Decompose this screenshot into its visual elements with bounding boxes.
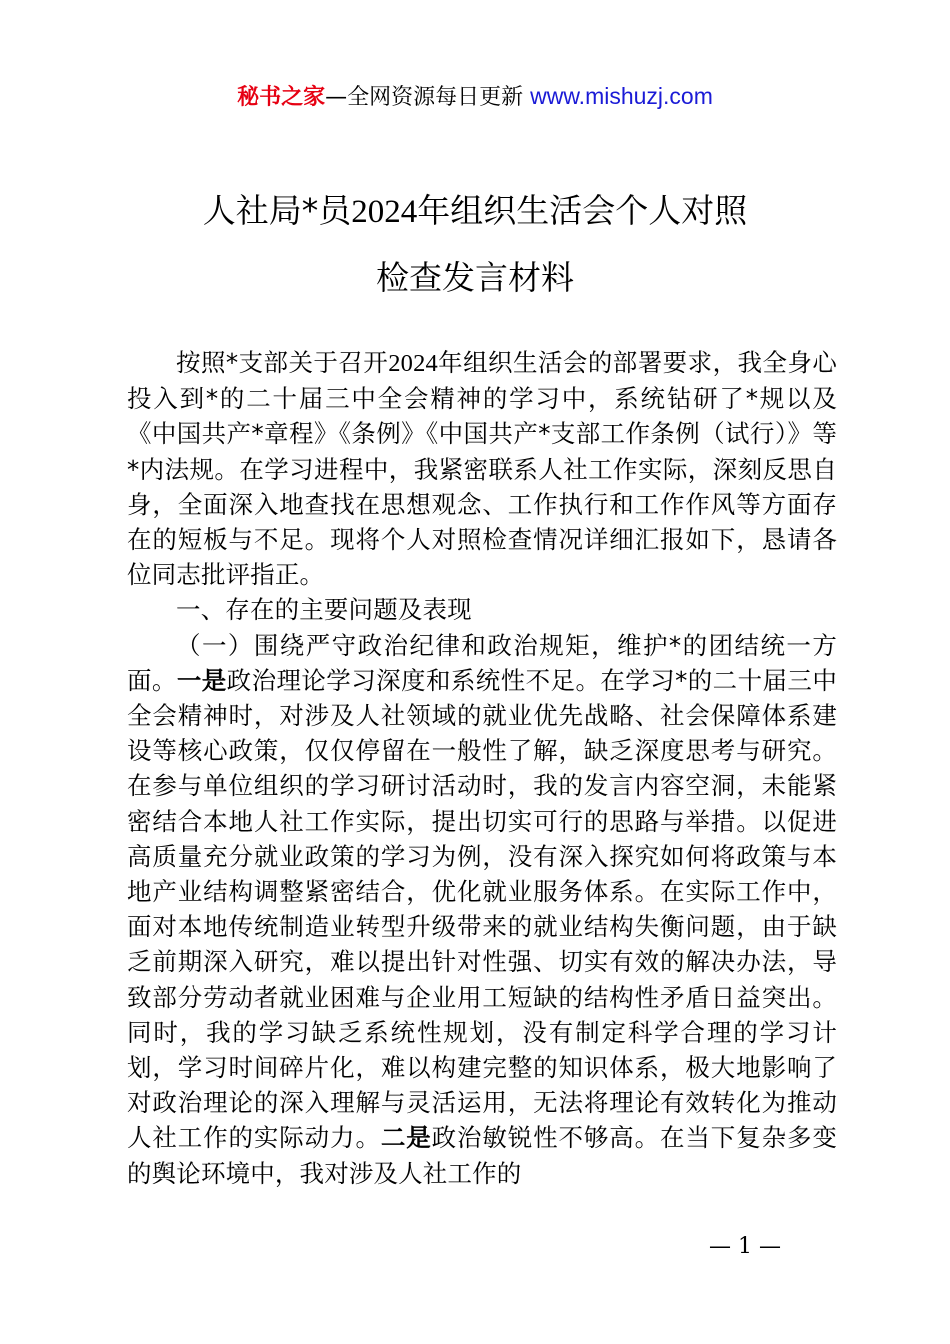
site-url-link[interactable]: www.mishuzj.com <box>530 83 713 109</box>
section-heading: 一、存在的主要问题及表现 <box>176 595 472 625</box>
intro-paragraph <box>127 345 837 592</box>
intro-part-a: 按照*支部关于召开 <box>176 348 389 377</box>
point-1-text: 政治理论学习深度和系统性不足。在学习*的二十届三中全会精神时，对涉及人社领域的就业优先战略、社会保障体系建设等核心政策，仅仅停留在一般性了解，缺乏深度思考与研究。在参与单位组织的学习研讨活动时，我的发言内容空洞，未能紧密结合本地人社工作实际，提出切实可行的思路与举措。以促进高质量充分就业政策的学习为例，没有深入探究如何将政策与本地产业结构调整紧密结合，优化就业服务体系。在实际工作中，面对本地传统制造业转型升级带来的就业结构失衡问题，由于缺乏前期深入研究，难以提出针对性强、切实有效的解决办法，导致部分劳动者就业困难与企业用工短缺的结构性矛盾日益突出。同时，我的学习缺乏系统性规划，没有制定科学合理的学习计划，学习时间碎片化，难以构建完整的知识体系，极大地影响了对政治理论的深入理解与灵活运用，无法将理论有效转化为推动人社工作的实际动力。 <box>127 665 837 1153</box>
intro-year: 2024 <box>388 350 438 377</box>
document-body <box>127 345 837 1191</box>
title-part-a: 人社局*员 <box>202 191 352 230</box>
subsection-paragraph <box>127 628 837 1191</box>
document-title-line-2: 检查发言材料 <box>376 258 574 297</box>
page-number: — 1 — <box>709 1234 781 1259</box>
subsection-heading: （一）围绕严守政治纪律和政治规矩，维护*的团结统一方面。 <box>127 630 837 695</box>
point-2-label: 二是 <box>380 1123 432 1153</box>
point-1-label: 一是 <box>176 665 227 695</box>
title-year: 2024 <box>351 194 418 230</box>
point-2-text: 政治敏锐性不够高。在当下复杂多变的舆论环境中，我对涉及人社工作的 <box>127 1123 837 1188</box>
title-part-b: 年组织生活会个人对照 <box>417 191 748 230</box>
site-header <box>0 80 950 114</box>
document-title-line-1 <box>0 191 950 232</box>
intro-part-b: 年组织生活会的部署要求，我全身心投入到*的二十届三中全会精神的学习中，系统钻研了*规以及《中国共产*章程》《条例》《中国共产*支部工作条例（试行）》等*内法规。在学习进程中，我紧密联系人社工作实际，深刻反思自身，全面深入地查找在思想观念、工作执行和工作作风等方面存在的短板与不足。现将个人对照检查情况详细汇报如下，恳请各位同志批评指正。 <box>127 348 837 590</box>
site-name: 秘书之家 <box>237 85 326 110</box>
site-slogan: —全网资源每日更新 <box>325 85 524 110</box>
